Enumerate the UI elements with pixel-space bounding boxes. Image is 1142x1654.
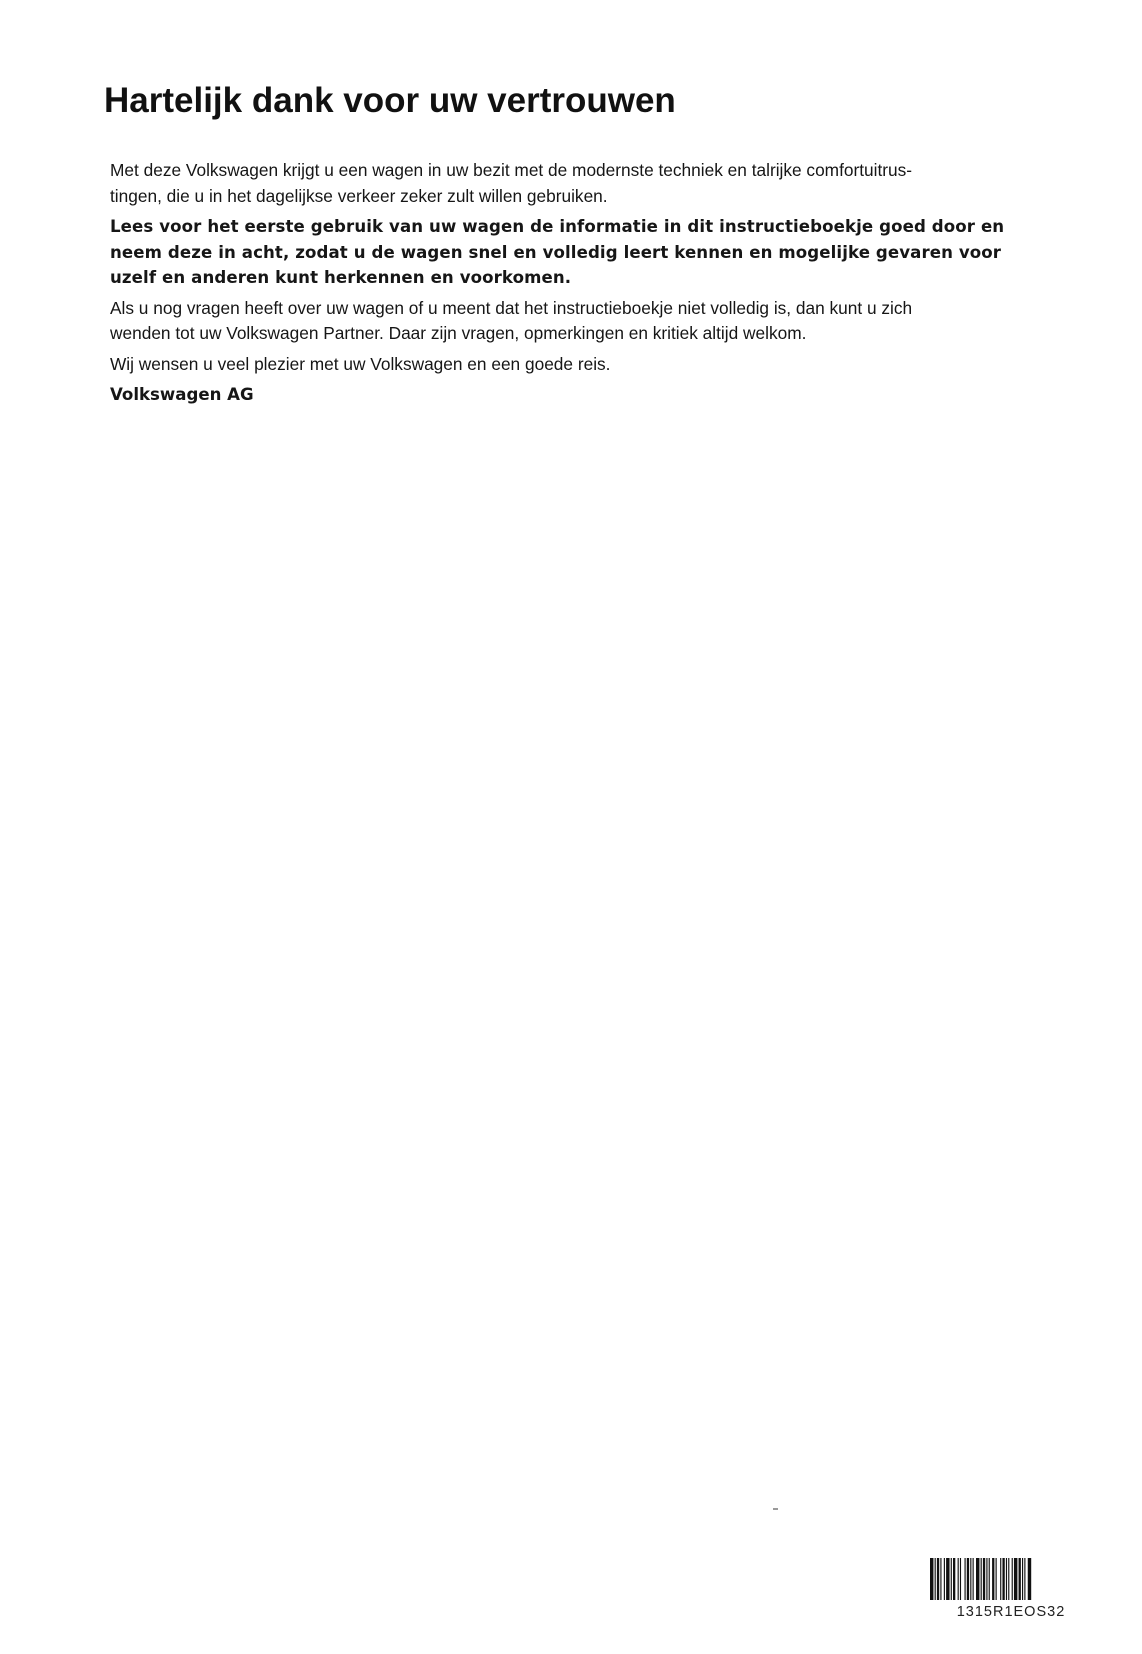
barcode-bar [989, 1558, 990, 1600]
barcode-bar [951, 1558, 952, 1600]
barcode-bar [986, 1558, 987, 1600]
warning-line: uzelf en anderen kunt herkennen en voorkomen. [110, 268, 572, 287]
wish-paragraph: Wij wensen u veel plezier met uw Volkswagen en een goede reis. [110, 353, 611, 374]
barcode-bar [1002, 1558, 1004, 1600]
barcode-bar [930, 1558, 933, 1600]
barcode-bar [1024, 1558, 1025, 1600]
barcode-graphic [930, 1558, 1092, 1600]
barcode-bar [1012, 1558, 1013, 1600]
signature: Volkswagen AG [110, 385, 254, 404]
contact-line: wenden tot uw Volkswagen Partner. Daar zijn vragen, opmerkingen en kritiek altijd welkom. [110, 323, 807, 343]
barcode-bar [946, 1558, 949, 1600]
barcode-bar [960, 1558, 961, 1600]
barcode-bar [958, 1558, 959, 1600]
intro-line: tingen, die u in het dagelijkse verkeer zeker zult willen gebruiken. [110, 185, 608, 206]
barcode-bar [976, 1558, 979, 1600]
barcode-block [930, 1558, 1092, 1620]
page-title: Hartelijk dank voor uw vertrouwen [104, 81, 676, 120]
barcode-bar [983, 1558, 985, 1600]
barcode-bar [965, 1558, 966, 1600]
barcode-bar [967, 1558, 969, 1600]
barcode-bar [935, 1558, 936, 1600]
warning-paragraph [110, 214, 1085, 291]
barcode-bar [1008, 1558, 1009, 1600]
barcode-bar [1022, 1558, 1023, 1600]
intro-line: Met deze Volkswagen krijgt u een wagen in uw bezit met de modernste techniek en talrijke comfortuitrus- [110, 160, 913, 180]
barcode-bar [1006, 1558, 1007, 1600]
barcode-bar [953, 1558, 955, 1600]
warning-line: Lees voor het eerste gebruik van uw wagen de informatie in dit instructieboekje goed door en [110, 217, 1005, 236]
barcode-bar [1000, 1558, 1001, 1600]
barcode-bar [1028, 1558, 1031, 1600]
contact-line: Als u nog vragen heeft over uw wagen of u meent dat het instructieboekje niet volledig is, dan kunt u zich [110, 297, 913, 318]
barcode-bar [981, 1558, 982, 1600]
scan-speck [773, 1508, 778, 1510]
barcode-bar [996, 1558, 997, 1600]
barcode-number: 1315R1EOS32 [956, 1604, 1066, 1620]
intro-paragraph [110, 158, 1085, 209]
barcode-bar [944, 1558, 945, 1600]
barcode-bar [940, 1558, 941, 1600]
barcode-bar [992, 1558, 994, 1600]
warning-line: neem deze in acht, zodat u de wagen snel en volledig leert kennen en mogelijke gevaren voor [110, 242, 1002, 262]
barcode-bar [973, 1558, 974, 1600]
document-body [110, 158, 1085, 413]
barcode-bar [970, 1558, 971, 1600]
barcode-bar [1019, 1558, 1021, 1600]
contact-paragraph [110, 296, 1085, 347]
barcode-bar [1014, 1558, 1017, 1600]
barcode-bar [937, 1558, 939, 1600]
